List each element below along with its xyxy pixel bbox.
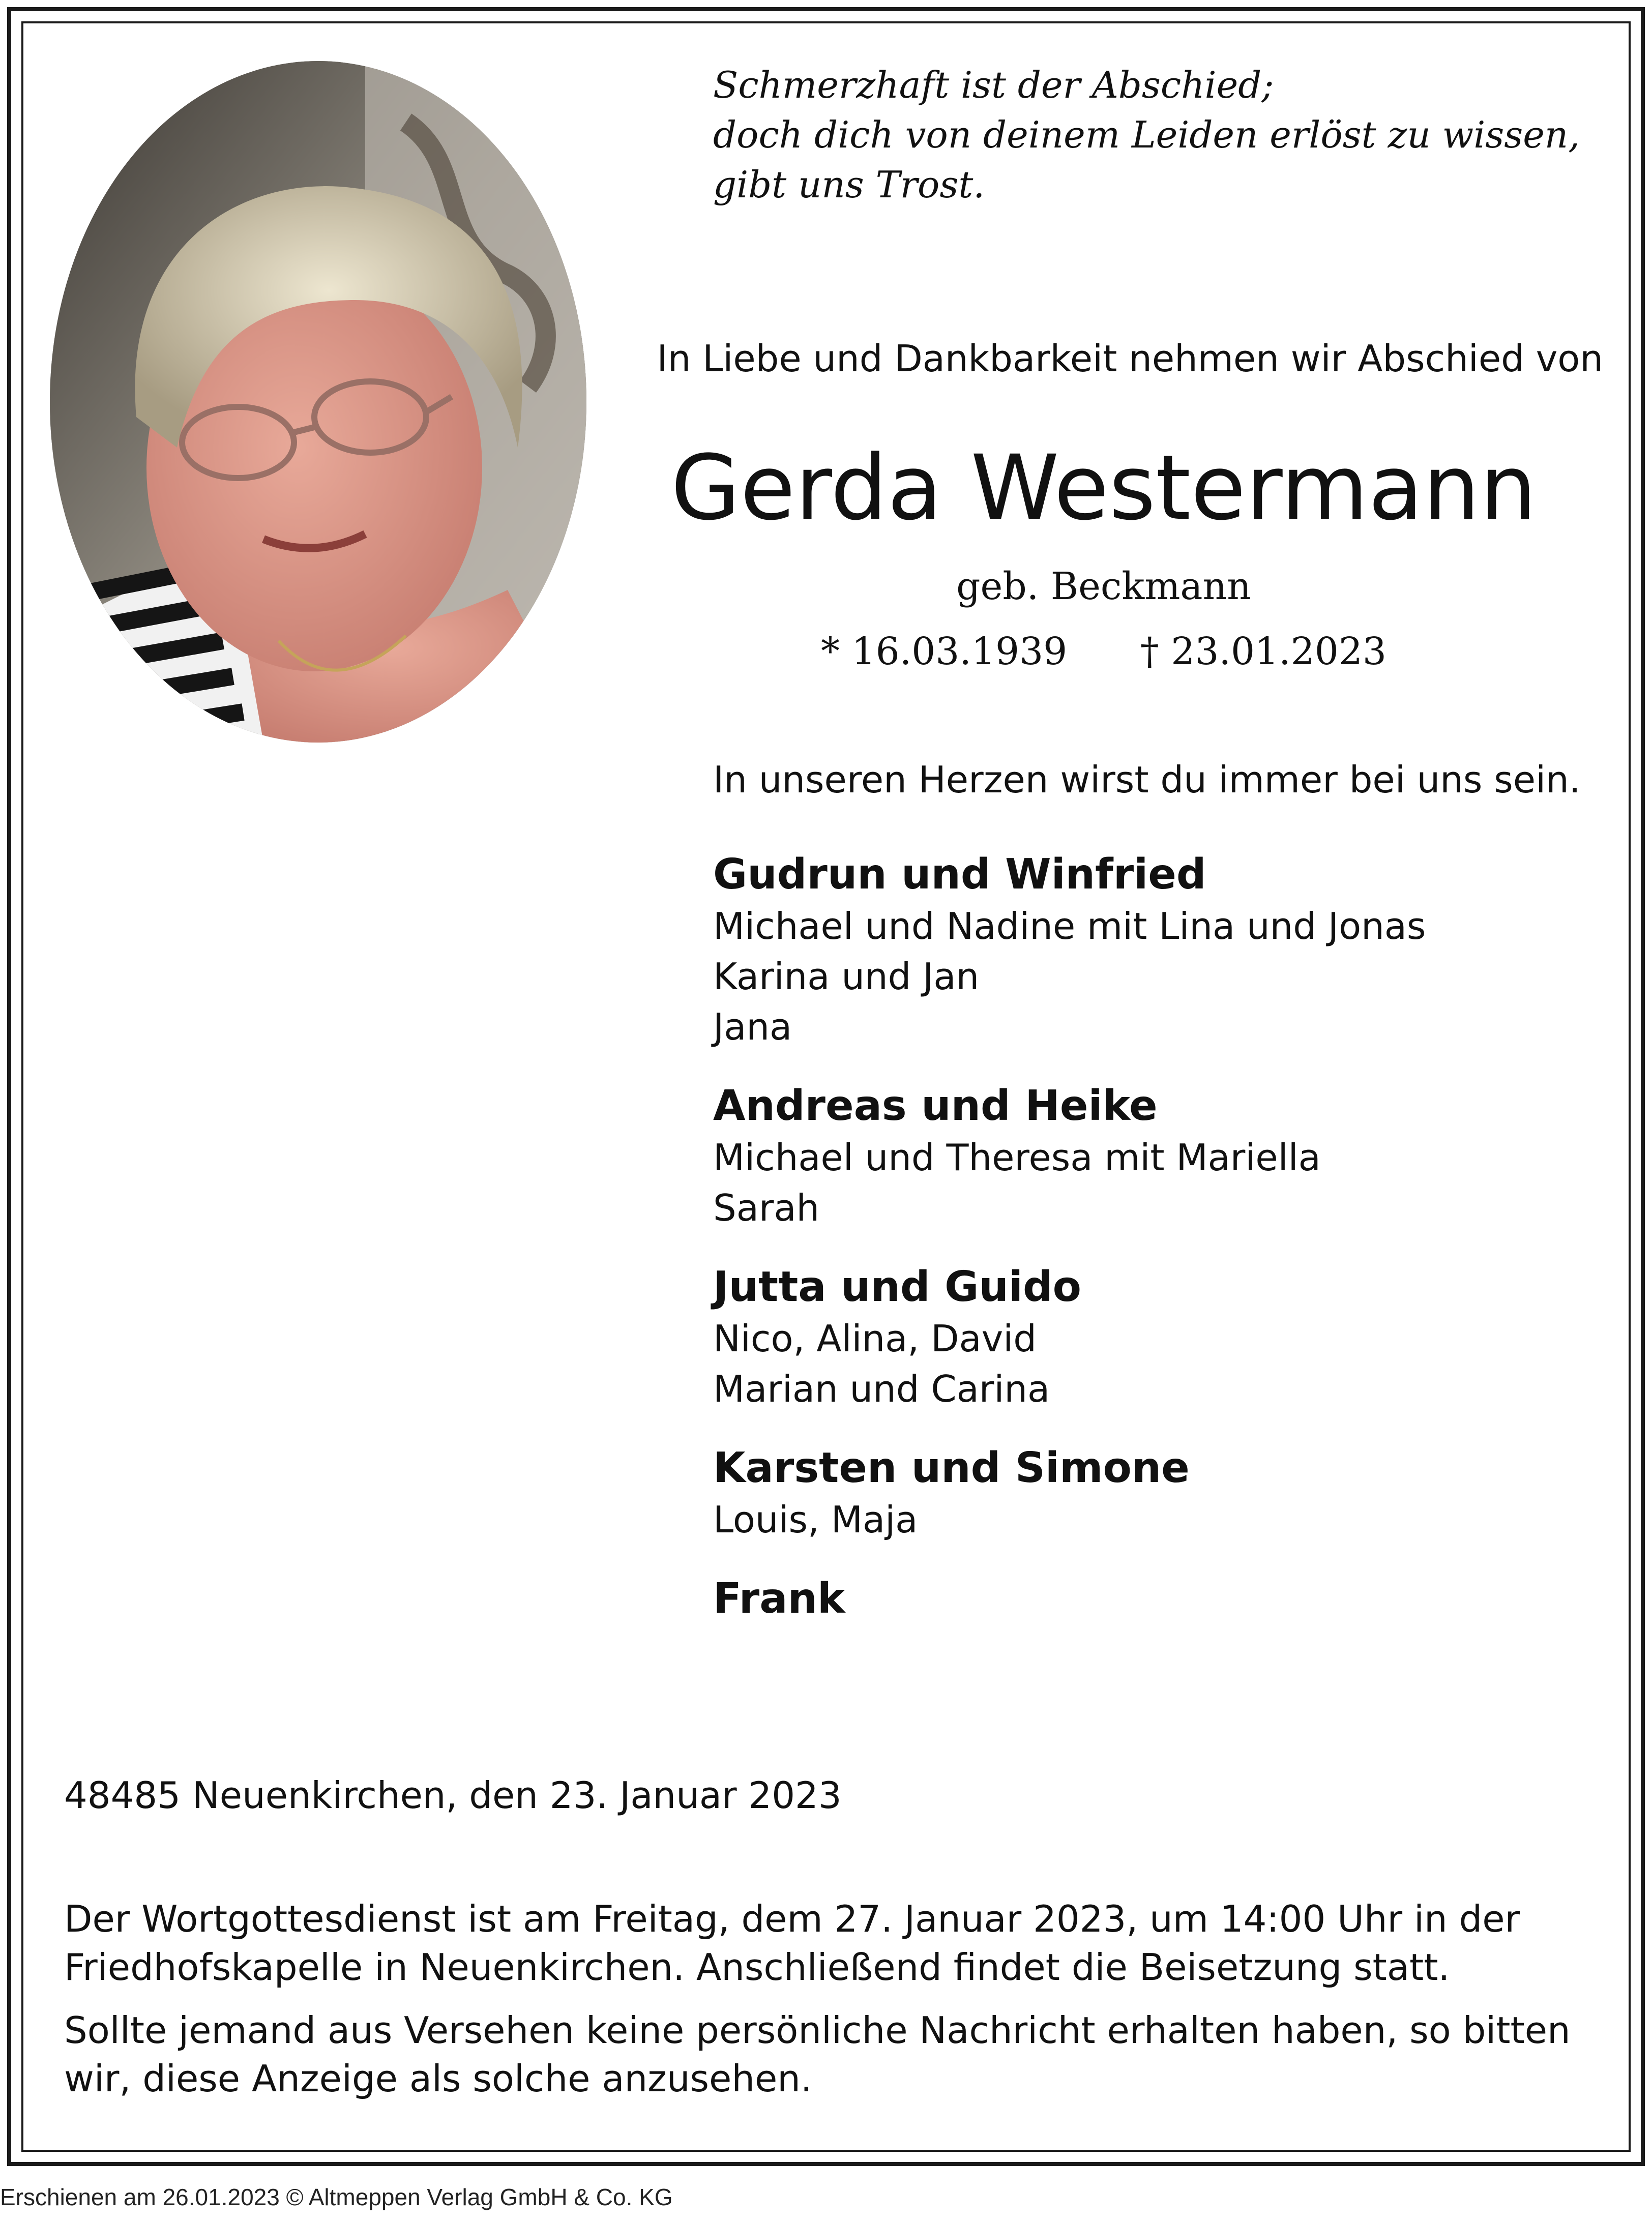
family-head: Frank [713, 1575, 845, 1623]
family-group [713, 1261, 1608, 1414]
service-notice [64, 1895, 1590, 1992]
family-member-line: Jana [713, 1005, 792, 1048]
family-member-line: Sarah [713, 1187, 820, 1229]
quote-line: doch dich von deinem Leiden erlöst zu wissen, [713, 113, 1580, 156]
family-list [713, 848, 1608, 1653]
family-member-line: Michael und Theresa mit Mariella [713, 1136, 1321, 1179]
family-group [713, 1442, 1608, 1545]
family-member-line: Louis, Maja [713, 1498, 918, 1541]
quote-line: Schmerzhaft ist der Abschied; [713, 64, 1274, 106]
deceased-name: Gerda Westermann [670, 436, 1537, 540]
notice-line: Friedhofskapelle in Neuenkirchen. Anschließend findet die Beisetzung statt. [64, 1946, 1450, 1989]
death-date: † 23.01.2023 [1140, 630, 1386, 673]
family-member-line: Karina und Jan [713, 955, 980, 998]
family-head: Andreas und Heike [713, 1082, 1158, 1130]
family-group [713, 1573, 1608, 1625]
family-head: Jutta und Guido [713, 1263, 1081, 1311]
family-group [713, 848, 1608, 1052]
intro-text: In Liebe und Dankbarkeit nehmen wir Abschied von [657, 337, 1603, 380]
notice-line: Der Wortgottesdienst ist am Freitag, dem 27. Januar 2023, um 14:00 Uhr in der [64, 1898, 1520, 1940]
publication-footer: Erschienen am 26.01.2023 © Altmeppen Verlag GmbH & Co. KG [0, 2184, 673, 2210]
maiden-name: geb. Beckmann [956, 565, 1251, 608]
family-member-line: Michael und Nadine mit Lina und Jonas [713, 905, 1426, 947]
family-head: Gudrun und Winfried [713, 850, 1206, 899]
family-member-line: Marian und Carina [713, 1368, 1050, 1410]
hearts-line: In unseren Herzen wirst du immer bei uns sein. [713, 758, 1581, 801]
quote-line: gibt uns Trost. [713, 163, 985, 206]
family-group [713, 1080, 1608, 1233]
family-head: Karsten und Simone [713, 1444, 1190, 1492]
notice-line: wir, diese Anzeige als solche anzusehen. [64, 2057, 812, 2100]
quote [713, 60, 1603, 210]
birth-date: * 16.03.1939 [821, 630, 1068, 673]
family-member-line: Nico, Alina, David [713, 1317, 1037, 1360]
notice-line: Sollte jemand aus Versehen keine persönliche Nachricht erhalten haben, so bitten [64, 2009, 1571, 2052]
portrait-photo [50, 61, 586, 743]
portrait-illustration [50, 61, 586, 743]
personal-message-notice [64, 2006, 1590, 2103]
place-and-date: 48485 Neuenkirchen, den 23. Januar 2023 [64, 1774, 842, 1817]
life-dates [636, 629, 1572, 674]
